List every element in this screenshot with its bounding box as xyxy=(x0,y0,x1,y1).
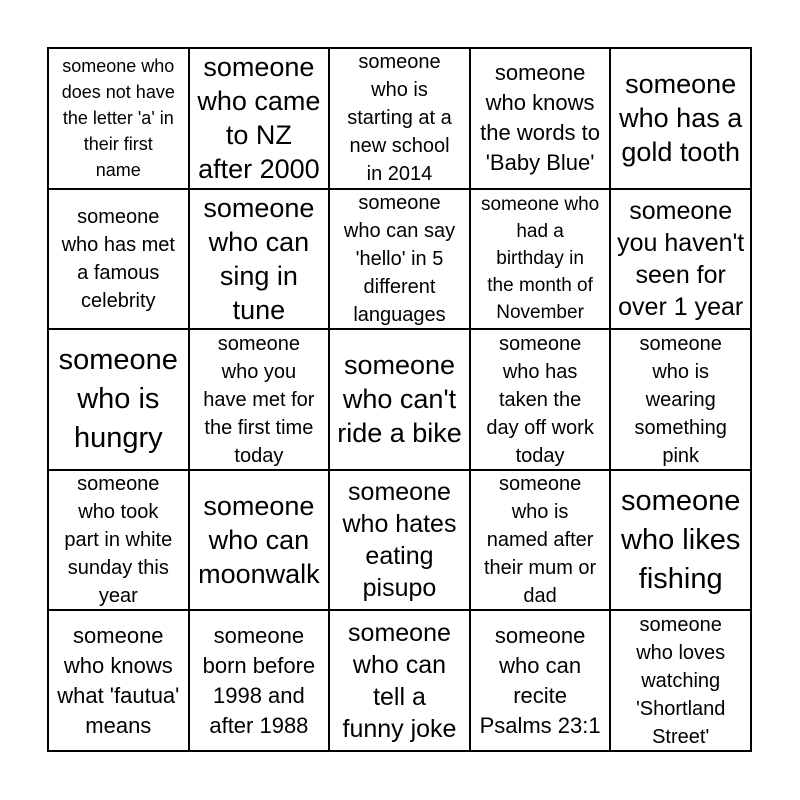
bingo-cell-r4c4[interactable] xyxy=(470,470,611,611)
bingo-cell-r3c1[interactable] xyxy=(48,329,189,470)
bingo-cell-r4c2[interactable] xyxy=(189,470,330,611)
bingo-cell-r1c4[interactable] xyxy=(470,48,611,189)
bingo-cell-text: someone who is starting at a new school in 2014 xyxy=(347,51,452,186)
bingo-cell-text: someone who is wearing something pink xyxy=(634,332,727,467)
bingo-board xyxy=(47,47,752,752)
bingo-cell-r5c2[interactable] xyxy=(189,610,330,751)
bingo-cell-text: someone who knows what 'fautua' means xyxy=(57,622,180,738)
bingo-cell-r2c1[interactable] xyxy=(48,189,189,330)
bingo-cell-text: someone who knows the words to 'Baby Blue' xyxy=(480,60,601,176)
bingo-cell-text: someone born before 1998 and after 1988 xyxy=(202,622,316,738)
bingo-cell-text: someone who loves watching 'Shortland Street' xyxy=(635,613,726,748)
bingo-cell-r1c1[interactable] xyxy=(48,48,189,189)
bingo-cell-text: someone who is hungry xyxy=(58,343,178,454)
bingo-cell-r3c4[interactable] xyxy=(470,329,611,470)
bingo-cell-text: someone who you have met for the first time today xyxy=(203,332,315,467)
bingo-cell-r2c5[interactable] xyxy=(610,189,751,330)
bingo-cell-r5c3[interactable] xyxy=(329,610,470,751)
bingo-cell-text: someone who hates eating pisupo xyxy=(342,478,457,603)
bingo-cell-text: someone who can recite Psalms 23:1 xyxy=(479,622,601,738)
bingo-cell-text: someone who took part in white sunday this year xyxy=(64,473,173,608)
bingo-cell-r4c1[interactable] xyxy=(48,470,189,611)
bingo-cell-text: someone who can tell a funny joke xyxy=(342,618,457,743)
bingo-cell-text: someone who can moonwalk xyxy=(198,491,320,590)
bingo-cell-text: someone who does not have the letter 'a' in their first name xyxy=(61,56,175,181)
bingo-cell-r3c5[interactable] xyxy=(610,329,751,470)
bingo-cell-text: someone who is named after their mum or dad xyxy=(483,473,597,608)
bingo-cell-r5c4[interactable] xyxy=(470,610,611,751)
bingo-cell-text: someone who can say 'hello' in 5 different languages xyxy=(343,191,456,326)
bingo-cell-r4c5[interactable] xyxy=(610,470,751,611)
bingo-cell-r1c5[interactable] xyxy=(610,48,751,189)
bingo-cell-r5c1[interactable] xyxy=(48,610,189,751)
bingo-cell-text: someone who had a birthday in the month of November xyxy=(480,194,600,324)
bingo-cell-text: someone who has taken the day off work today xyxy=(486,332,594,467)
bingo-cell-r3c3[interactable] xyxy=(329,329,470,470)
bingo-cell-r5c5[interactable] xyxy=(610,610,751,751)
bingo-cell-r1c2[interactable] xyxy=(189,48,330,189)
bingo-cell-r2c3[interactable] xyxy=(329,189,470,330)
bingo-cell-r2c2[interactable] xyxy=(189,189,330,330)
bingo-cell-r1c3[interactable] xyxy=(329,48,470,189)
bingo-cell-text: someone who has a gold tooth xyxy=(619,69,743,168)
bingo-cell-r4c3[interactable] xyxy=(329,470,470,611)
bingo-cell-text: someone who can't ride a bike xyxy=(337,350,462,449)
bingo-cell-r2c4[interactable] xyxy=(470,189,611,330)
bingo-cell-text: someone who has met a famous celebrity xyxy=(61,205,175,312)
bingo-cell-text: someone who likes fishing xyxy=(621,484,741,595)
bingo-cell-text: someone you haven't seen for over 1 year xyxy=(617,196,745,321)
bingo-cell-text: someone who can sing in tune xyxy=(203,192,315,325)
bingo-cell-text: someone who came to NZ after 2000 xyxy=(197,52,321,185)
bingo-cell-r3c2[interactable] xyxy=(189,329,330,470)
